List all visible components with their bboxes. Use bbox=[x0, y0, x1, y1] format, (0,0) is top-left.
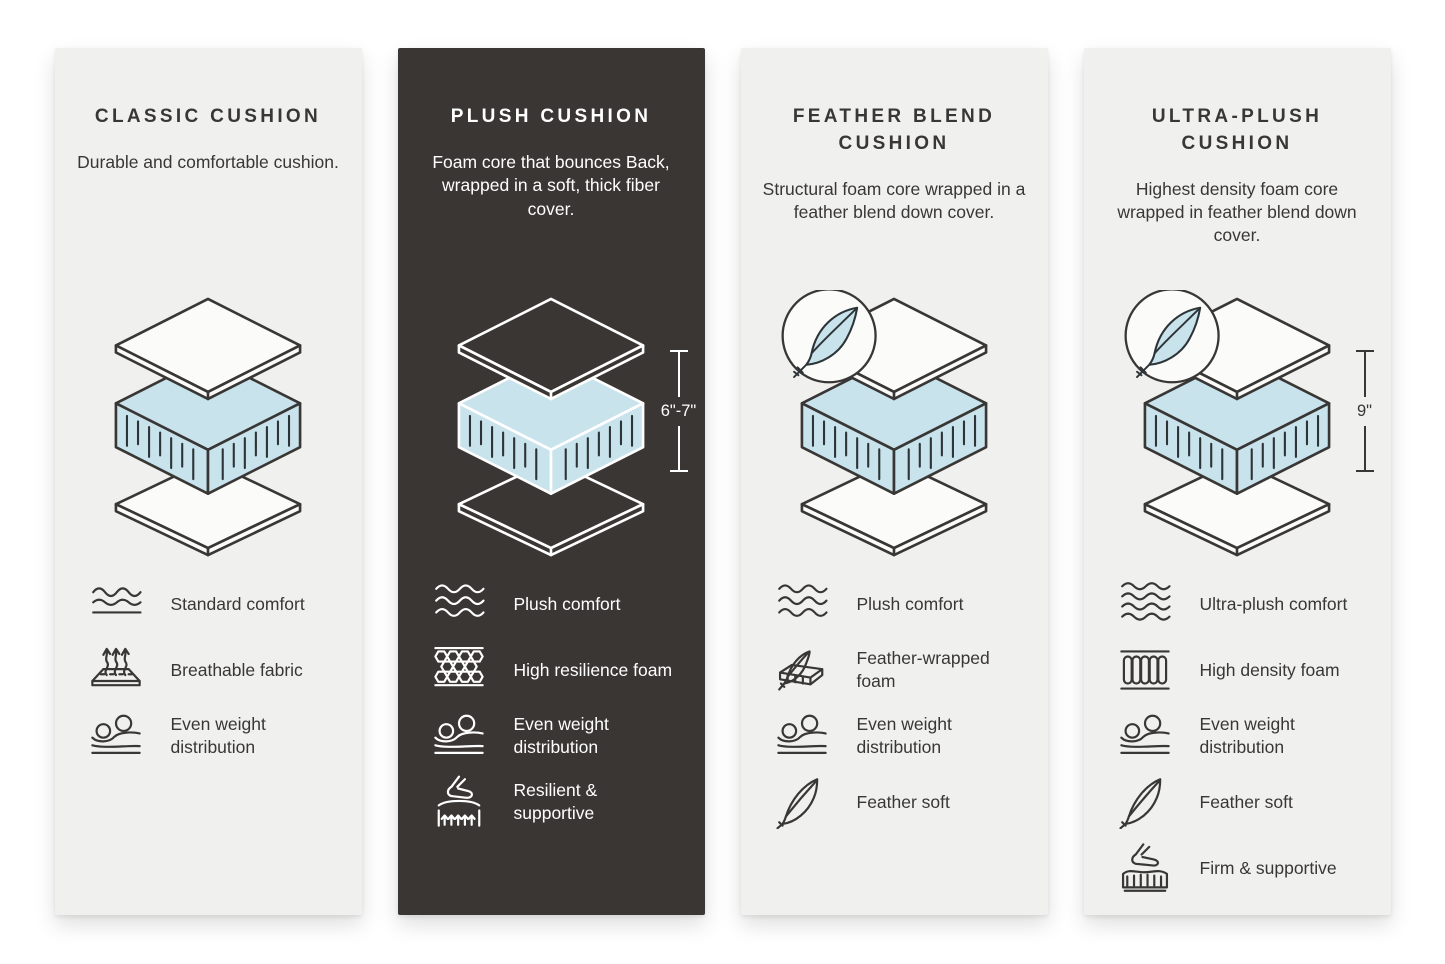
standard-comfort-icon bbox=[87, 577, 145, 631]
feature-row bbox=[87, 642, 350, 698]
feature-label: High resilience foam bbox=[513, 659, 673, 680]
feature-list bbox=[55, 576, 362, 774]
feature-label: Feather-wrapped foam bbox=[856, 648, 990, 691]
firm-supportive-icon bbox=[1116, 841, 1174, 895]
feature-row bbox=[773, 708, 1036, 764]
even-weight-icon bbox=[87, 709, 145, 763]
even-weight-icon bbox=[773, 709, 831, 763]
feature-row bbox=[773, 642, 1036, 698]
panel-title: CLASSIC CUSHION bbox=[94, 106, 322, 127]
top-cover-layer bbox=[459, 299, 643, 399]
ruler-bottom-cap bbox=[1356, 470, 1374, 472]
even-weight-icon bbox=[430, 709, 488, 763]
panel-description: Durable and comfortable cushion. bbox=[77, 151, 339, 172]
feather-wrapped-foam-icon bbox=[773, 643, 831, 697]
height-value: 9" bbox=[1356, 401, 1373, 420]
panel-title: FEATHER BLEND CUSHION bbox=[792, 106, 996, 154]
feature-label: Resilient & supportive bbox=[513, 780, 598, 823]
ruler-bottom-cap bbox=[670, 470, 688, 472]
ruler-line bbox=[1364, 352, 1366, 397]
feature-label: Even weight distribution bbox=[513, 714, 609, 757]
cushion-layers-diagram bbox=[1123, 290, 1351, 564]
feature-label: Even weight distribution bbox=[170, 714, 266, 757]
feature-label: Breathable fabric bbox=[170, 659, 303, 680]
cushion-layers-diagram bbox=[94, 290, 322, 564]
feature-row bbox=[773, 774, 1036, 830]
feature-row bbox=[87, 576, 350, 632]
panel-ultra-plush-cushion bbox=[1084, 48, 1391, 915]
ruler-line bbox=[1364, 426, 1366, 471]
panel-title: ULTRA-PLUSH CUSHION bbox=[1151, 106, 1323, 154]
feature-row bbox=[430, 708, 693, 764]
high-resilience-foam-icon bbox=[430, 643, 488, 697]
feature-label: Feather soft bbox=[856, 791, 950, 812]
top-cover-layer bbox=[116, 299, 300, 399]
feature-row bbox=[87, 708, 350, 764]
feature-row bbox=[1116, 774, 1379, 830]
feature-row bbox=[430, 774, 693, 830]
feature-list bbox=[1084, 576, 1391, 906]
feature-label: Standard comfort bbox=[170, 593, 305, 614]
breathable-fabric-icon bbox=[87, 643, 145, 697]
feature-label: Feather soft bbox=[1199, 791, 1293, 812]
panel-plush-cushion bbox=[398, 48, 705, 915]
feature-label: Even weight distribution bbox=[856, 714, 952, 757]
plush-comfort-icon bbox=[430, 577, 488, 631]
panel-feather-blend-cushion bbox=[741, 48, 1048, 915]
height-value: 6"-7" bbox=[660, 401, 697, 420]
feature-row bbox=[773, 576, 1036, 632]
high-density-foam-icon bbox=[1116, 643, 1174, 697]
feature-label: Plush comfort bbox=[856, 593, 964, 614]
feature-row bbox=[1116, 576, 1379, 632]
panel-description: Highest density foam core wrapped in feather blend down cover. bbox=[1117, 178, 1357, 246]
feather-badge bbox=[1126, 290, 1219, 382]
resilient-supportive-icon bbox=[430, 775, 488, 829]
cushion-illustration bbox=[1084, 238, 1391, 568]
panel-description: Foam core that bounces Back, wrapped in a soft, thick fiber cover. bbox=[432, 151, 670, 219]
cushion-illustration bbox=[55, 238, 362, 568]
feather-soft-icon bbox=[1116, 775, 1174, 829]
panel-title: PLUSH CUSHION bbox=[450, 106, 652, 127]
feature-label: Firm & supportive bbox=[1199, 857, 1337, 878]
feature-label: Plush comfort bbox=[513, 593, 621, 614]
feature-label: Ultra-plush comfort bbox=[1199, 593, 1348, 614]
feature-row bbox=[1116, 708, 1379, 764]
feature-row bbox=[1116, 642, 1379, 698]
ruler-line bbox=[678, 352, 680, 397]
feature-list bbox=[741, 576, 1048, 840]
cushion-illustration bbox=[741, 238, 1048, 568]
feature-label: Even weight distribution bbox=[1199, 714, 1295, 757]
panel-header bbox=[398, 48, 705, 238]
even-weight-icon bbox=[1116, 709, 1174, 763]
panel-header bbox=[1084, 48, 1391, 246]
feature-row bbox=[1116, 840, 1379, 896]
panel-description: Structural foam core wrapped in a feather blend down cover. bbox=[762, 178, 1026, 223]
panel-header bbox=[741, 48, 1048, 238]
feather-badge bbox=[783, 290, 876, 382]
feature-label: High density foam bbox=[1199, 659, 1340, 680]
ultra-plush-comfort-icon bbox=[1116, 577, 1174, 631]
cushion-layers-diagram bbox=[437, 290, 665, 564]
panel-header bbox=[55, 48, 362, 238]
feature-row bbox=[430, 642, 693, 698]
cushion-layers-diagram bbox=[780, 290, 1008, 564]
cushion-illustration bbox=[398, 238, 705, 568]
feature-list bbox=[398, 576, 705, 840]
plush-comfort-icon bbox=[773, 577, 831, 631]
feather-soft-icon bbox=[773, 775, 831, 829]
ruler-line bbox=[678, 426, 680, 471]
feature-row bbox=[430, 576, 693, 632]
panel-classic-cushion bbox=[55, 48, 362, 915]
height-measurement-ruler bbox=[1355, 350, 1375, 472]
height-measurement-ruler bbox=[660, 350, 697, 472]
